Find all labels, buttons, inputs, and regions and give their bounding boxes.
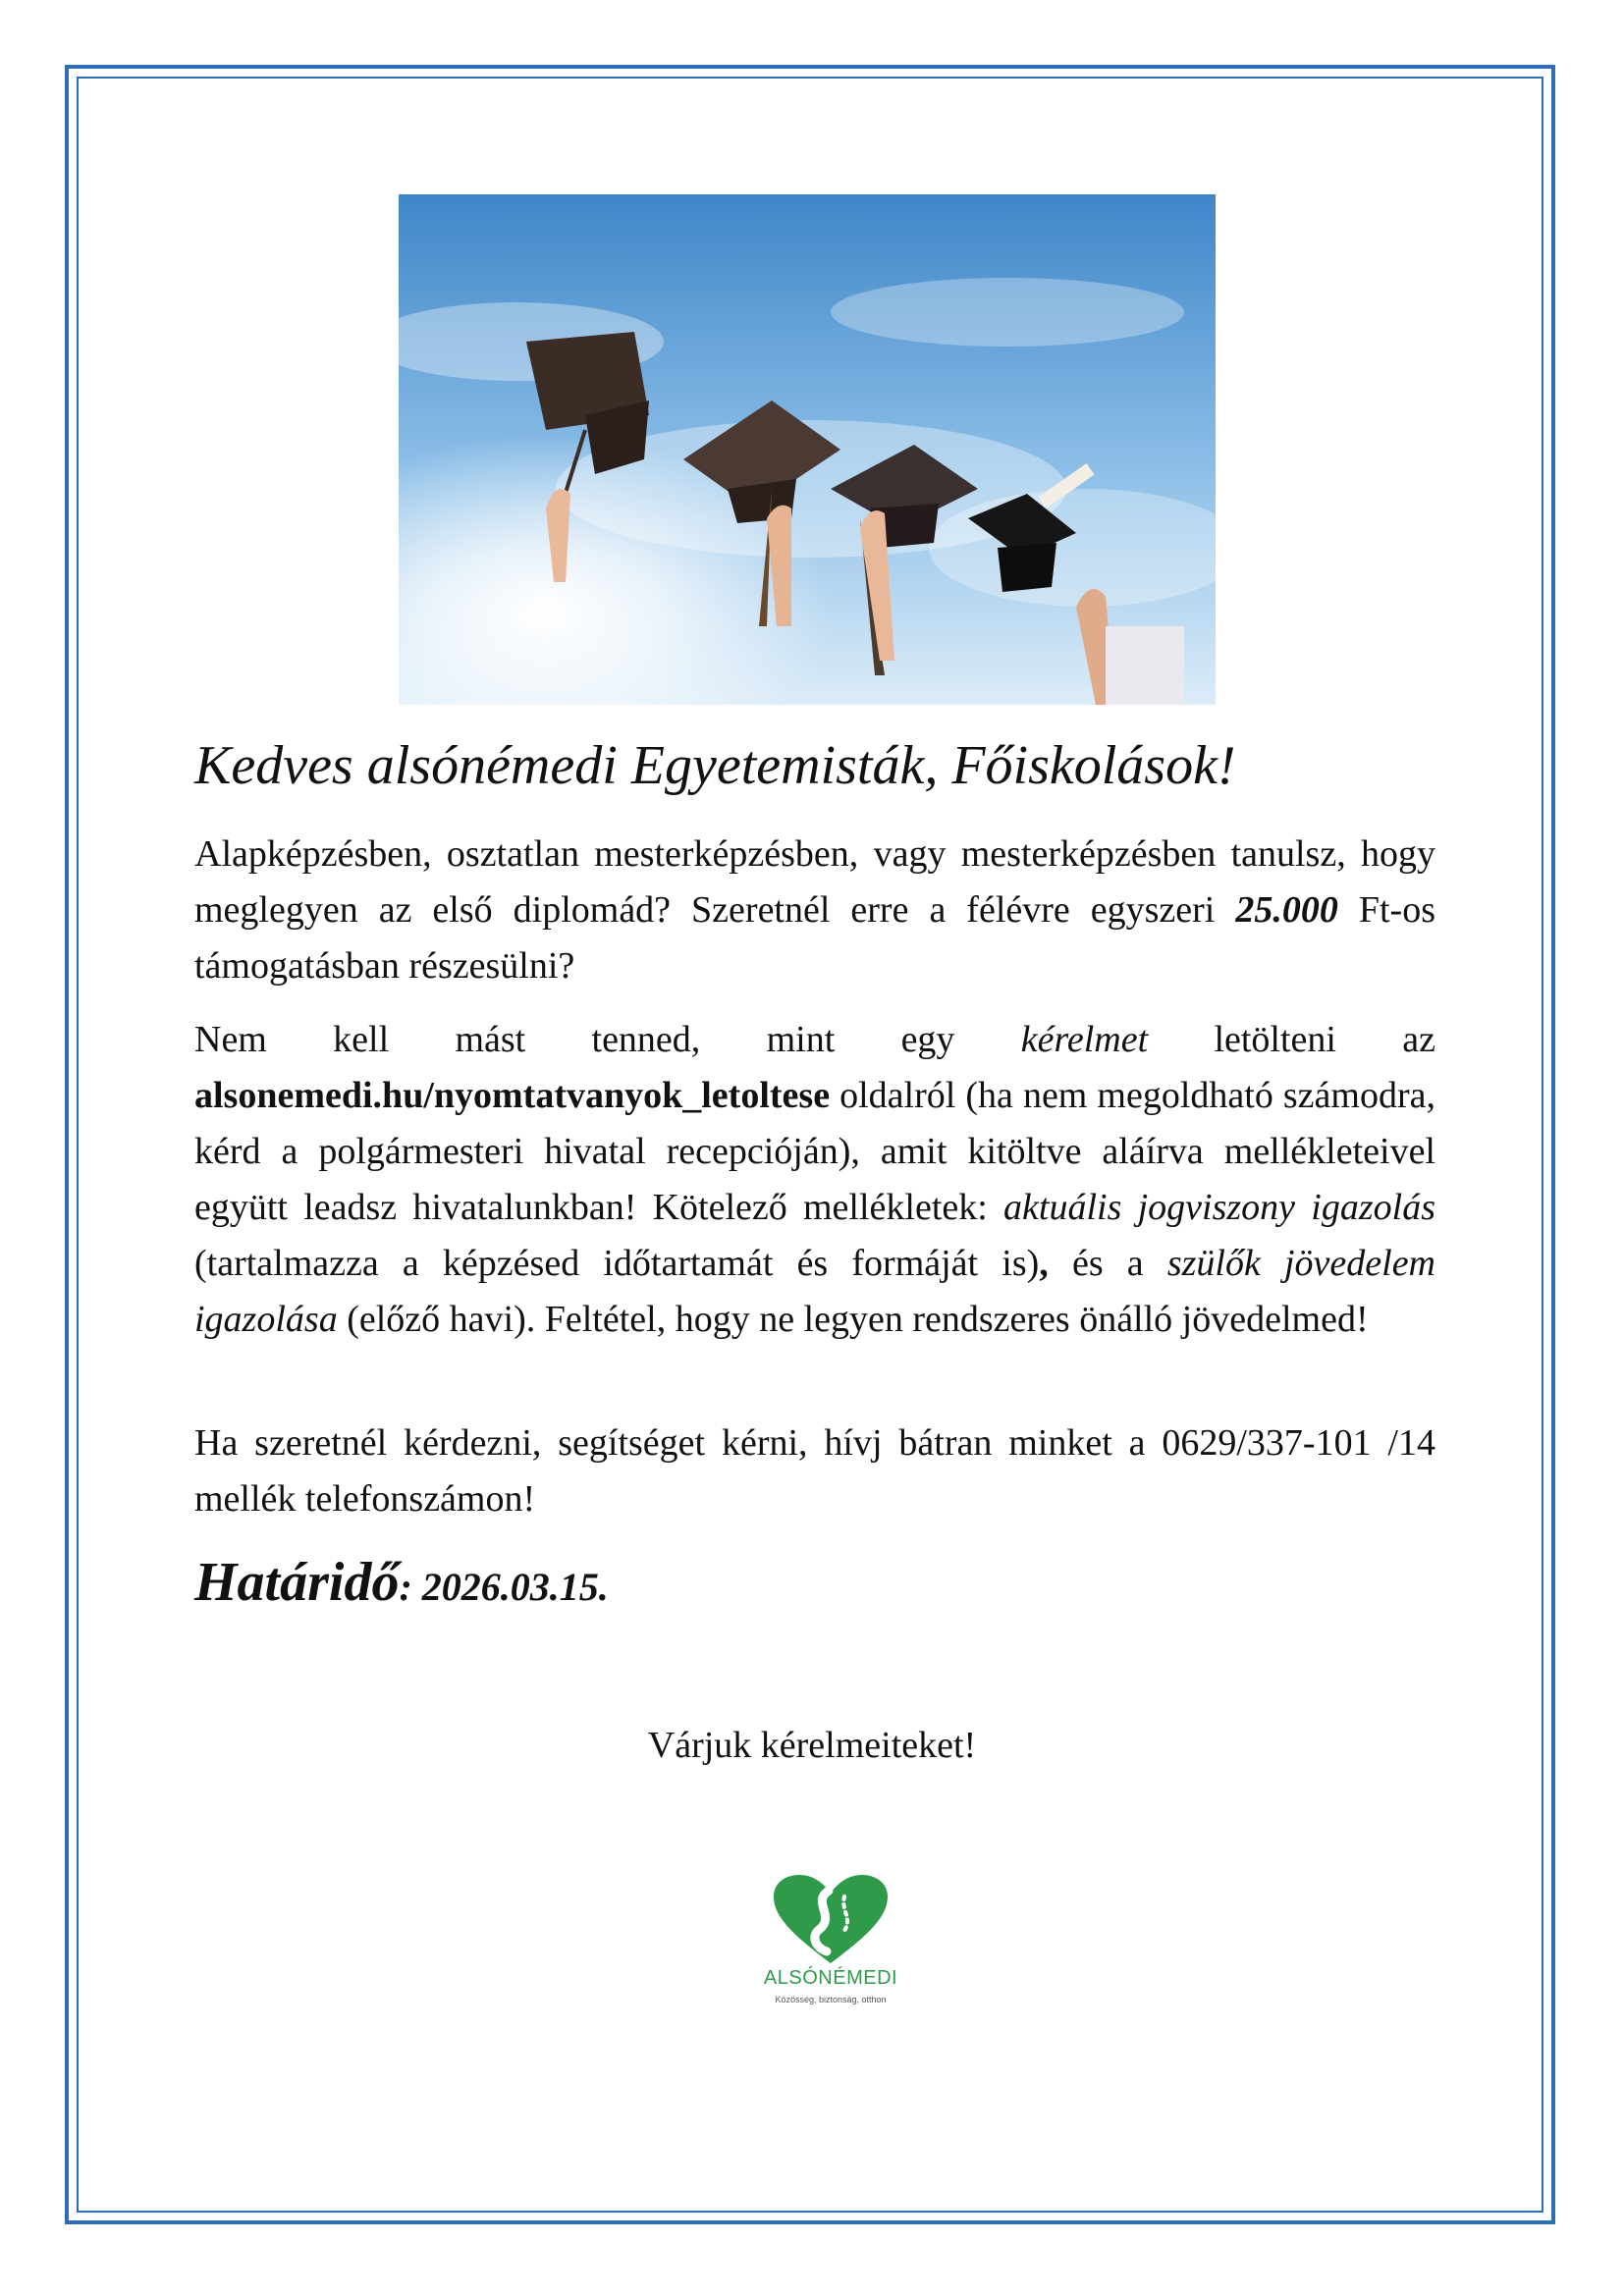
page-heading: Kedves alsónémedi Egyetemisták, Főiskolások! (194, 735, 1236, 796)
paragraph-text: és a (1048, 1243, 1167, 1284)
request-form-term: kérelmet (1020, 1019, 1149, 1060)
paragraph-text: letölteni az (1148, 1019, 1435, 1060)
paragraph-text: Nem kell mást tenned, mint egy (194, 1019, 1021, 1060)
bold-comma: , (1039, 1243, 1049, 1284)
paragraph-text: (tartalmazza a képzésed időtartamát és formáját is) (194, 1243, 1040, 1284)
paragraph-text: (előző havi). Feltétel, hogy ne legyen rendszeres önálló jövedelmed! (337, 1299, 1369, 1340)
paragraph-instructions (194, 1012, 1435, 1348)
attachment-enrollment-certificate: aktuális jogviszony igazolás (1003, 1187, 1435, 1228)
amount-value: 25.000 (1235, 889, 1338, 931)
attachment-parent-income-certificate: szülők jövedelem igazolása (194, 1243, 1436, 1340)
paragraph-text: Alapképzésben, osztatlan mesterképzésben, vagy mesterképzésben tanulsz, hogy meglegyen az első diplomád? Szeretnél erre a félévre egyszeri (194, 833, 1435, 931)
paragraph-text: Ft-os támogatásban részesülni? (194, 889, 1436, 987)
deadline-value: : 2026.03.15. (399, 1565, 609, 1609)
paragraph-text: oldalról (ha nem megoldható számodra, kérd a polgármesteri hivatal recepcióján), amit kitöltve aláírva mellékleteivel együtt leadsz hivatalunkban! Kötelező mellékletek: (194, 1075, 1435, 1228)
deadline-label: Határidő (194, 1552, 400, 1613)
logo-tagline: Közösség, biztonság, otthon (775, 1995, 887, 2004)
paragraph-eligibility (194, 827, 1435, 994)
deadline (194, 1551, 609, 1614)
closing-text: Várjuk kérelmeiteket! (647, 1725, 977, 1766)
graduation-caps-photo (399, 194, 1216, 705)
logo-name: ALSÓNÉMEDI (763, 1967, 898, 1989)
download-url-link[interactable]: alsonemedi.hu/nyomtatvanyok_letoltese (194, 1075, 831, 1116)
paragraph-contact: Ha szeretnél kérdezni, segítséget kérni, hívj bátran minket a 0629/337-101 /14 mellék telefonszámon! (194, 1422, 1435, 1520)
